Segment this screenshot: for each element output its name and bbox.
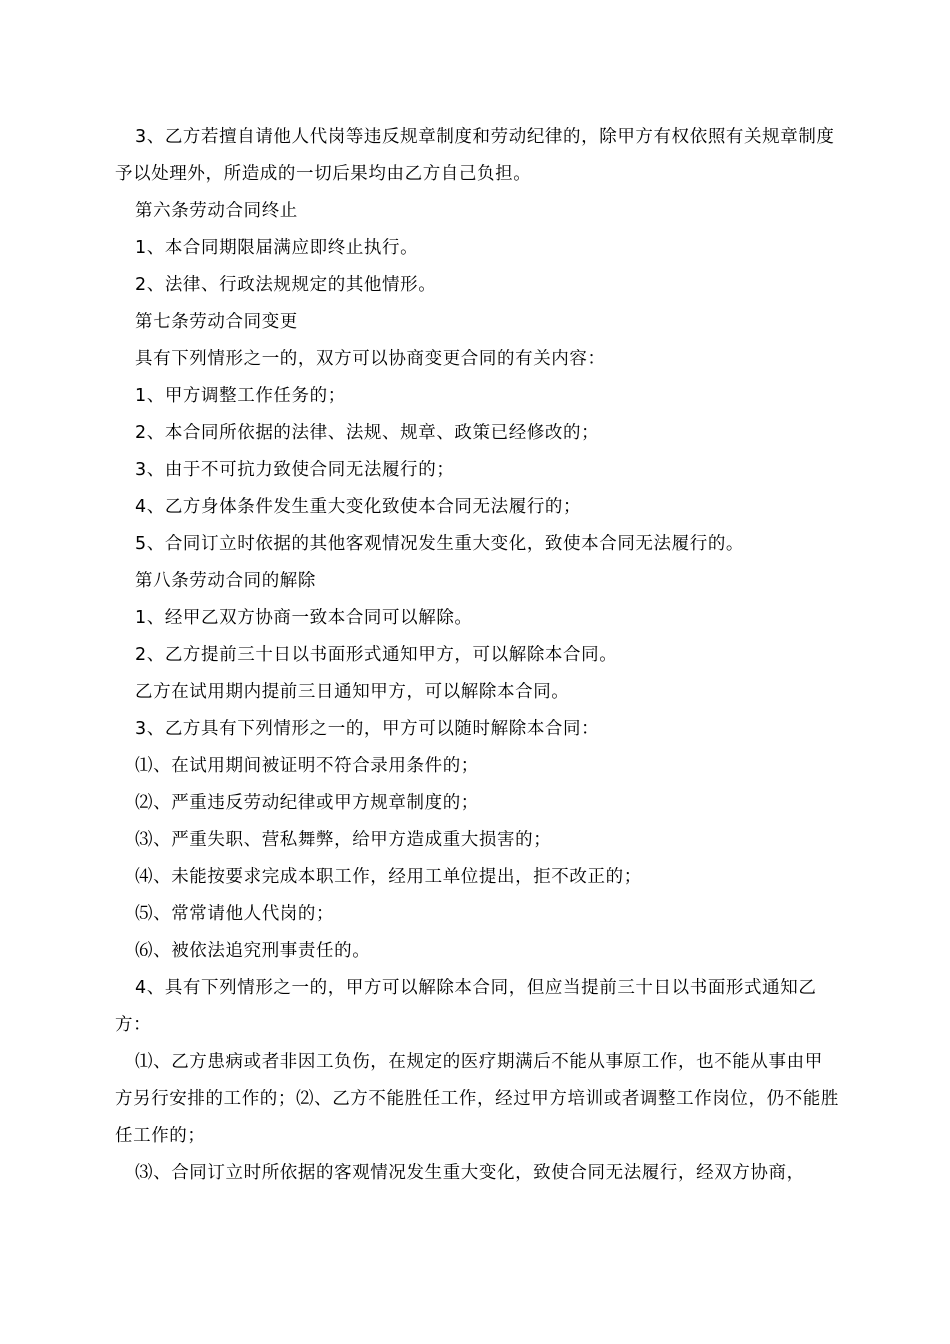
paragraph-22: ⑹、被依法追究刑事责任的。 (135, 941, 371, 961)
paragraph-16: 3、乙方具有下列情形之一的，甲方可以随时解除本合同： (135, 719, 600, 739)
paragraph-9: 3、由于不可抗力致使合同无法履行的； (135, 460, 455, 480)
paragraph-19: ⑶、严重失职、营私舞弊，给甲方造成重大损害的； (135, 830, 552, 850)
paragraph-8: 2、本合同所依据的法律、法规、规章、政策已经修改的； (135, 423, 600, 443)
paragraph-21: ⑸、常常请他人代岗的； (135, 904, 335, 924)
article-7-heading: 第七条劳动合同变更 (135, 312, 298, 332)
paragraph-24: ⑴、乙方患病或者非因工负伤，在规定的医疗期满后不能从事原工作，也不能从事由甲方另行安排的工作的；⑵、乙方不能胜任工作，经过甲方培训或者调整工作岗位，仍不能胜任工作的； (115, 1052, 839, 1146)
paragraph-18: ⑵、严重违反劳动纪律或甲方规章制度的； (135, 793, 479, 813)
paragraph-3: 1、本合同期限届满应即终止执行。 (135, 238, 419, 258)
paragraph-20: ⑷、未能按要求完成本职工作，经用工单位提出，拒不改正的； (135, 867, 642, 887)
article-6-heading: 第六条劳动合同终止 (135, 201, 298, 221)
paragraph-11: 5、合同订立时依据的其他客观情况发生重大变化，致使本合同无法履行的。 (135, 534, 745, 554)
paragraph-7: 1、甲方调整工作任务的； (135, 386, 346, 406)
document-page (115, 119, 840, 1192)
paragraph-15: 乙方在试用期内提前三日通知甲方，可以解除本合同。 (135, 682, 570, 702)
paragraph-25: ⑶、合同订立时所依据的客观情况发生重大变化，致使合同无法履行，经双方协商， (135, 1163, 805, 1183)
paragraph-1: 3、乙方若擅自请他人代岗等违反规章制度和劳动纪律的，除甲方有权依照有关规章制度予以处理外，所造成的一切后果均由乙方自己负担。 (115, 127, 835, 184)
paragraph-6: 具有下列情形之一的，双方可以协商变更合同的有关内容： (135, 349, 606, 369)
paragraph-13: 1、经甲乙双方协商一致本合同可以解除。 (135, 608, 473, 628)
paragraph-4: 2、法律、行政法规规定的其他情形。 (135, 275, 437, 295)
article-8-heading: 第八条劳动合同的解除 (135, 571, 316, 591)
paragraph-10: 4、乙方身体条件发生重大变化致使本合同无法履行的； (135, 497, 582, 517)
paragraph-17: ⑴、在试用期间被证明不符合录用条件的； (135, 756, 479, 776)
paragraph-14: 2、乙方提前三十日以书面形式通知甲方，可以解除本合同。 (135, 645, 618, 665)
paragraph-23: 4、具有下列情形之一的，甲方可以解除本合同，但应当提前三十日以书面形式通知乙方： (115, 978, 817, 1035)
